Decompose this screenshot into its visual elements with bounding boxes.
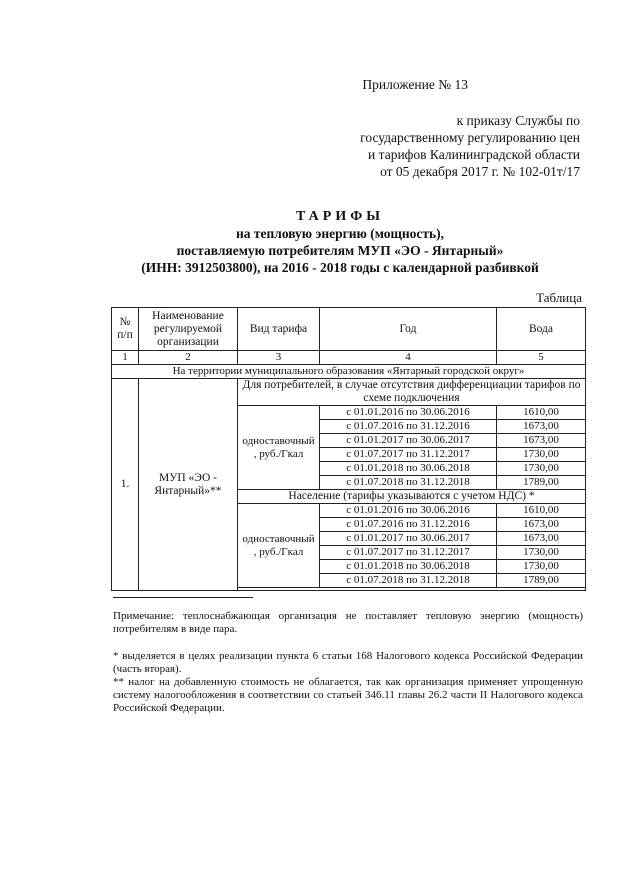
period-cell: с 01.07.2017 по 31.12.2017 — [320, 448, 497, 462]
title-line-3: (ИНН: 3912503800), на 2016 - 2018 годы с календарной разбивкой — [141, 260, 539, 275]
note-vat: * выделяется в целях реализации пункта 6 статьи 168 Налогового кодекса Российской Федерации (часть вторая). — [113, 650, 583, 675]
group-label-row — [112, 379, 586, 406]
value-cell: 1730,00 — [497, 448, 586, 462]
period-cell: с 01.07.2018 по 31.12.2018 — [320, 574, 497, 588]
order-line: к приказу Службы по — [456, 113, 580, 128]
value-cell: 1610,00 — [497, 406, 586, 420]
header-org: Наименование регулируемой организации — [139, 308, 238, 351]
value-cell: 1730,00 — [497, 546, 586, 560]
tariff-table — [111, 307, 586, 591]
note-remark: Примечание: теплоснабжающая организация не поставляет тепловую энергию (мощность) потребителям в виде пара. — [113, 610, 583, 635]
group-label: Население (тарифы указываются с учетом НДС) * — [238, 490, 586, 504]
row-number: 1. — [112, 379, 139, 591]
value-cell: 1673,00 — [497, 518, 586, 532]
table-spacer — [238, 588, 586, 591]
title-line-2: поставляемую потребителям МУП «ЭО - Янтарный» — [176, 243, 504, 258]
col-number: 5 — [497, 351, 586, 365]
value-cell: 1730,00 — [497, 462, 586, 476]
order-line: от 05 декабря 2017 г. № 102-01т/17 — [380, 164, 580, 179]
territory-label: На территории муниципального образования «Янтарный городской округ» — [112, 365, 586, 379]
period-cell: с 01.01.2017 по 30.06.2017 — [320, 434, 497, 448]
value-cell: 1673,00 — [497, 532, 586, 546]
col-number: 3 — [238, 351, 320, 365]
period-cell: с 01.01.2017 по 30.06.2017 — [320, 532, 497, 546]
value-cell: 1673,00 — [497, 434, 586, 448]
organization-name: МУП «ЭО - Янтарный»** — [139, 379, 238, 591]
table-caption: Таблица — [536, 290, 582, 305]
value-cell: 1610,00 — [497, 504, 586, 518]
header-num: № п/п — [112, 308, 139, 351]
territory-row — [112, 365, 586, 379]
period-cell: с 01.07.2016 по 31.12.2016 — [320, 518, 497, 532]
tariff-type: одноставочный , руб./Гкал — [238, 504, 320, 588]
doc-title: ТАРИФЫ — [296, 209, 384, 224]
period-cell: с 01.07.2016 по 31.12.2016 — [320, 420, 497, 434]
order-line: и тарифов Калининградской области — [368, 147, 580, 162]
period-cell: с 01.07.2017 по 31.12.2017 — [320, 546, 497, 560]
col-number: 4 — [320, 351, 497, 365]
table-header-row — [112, 308, 586, 351]
order-reference — [250, 112, 580, 180]
header-water: Вода — [497, 308, 586, 351]
group-label: Для потребителей, в случае отсутствия дифференциации тарифов по схеме подключения — [238, 379, 586, 406]
note-tax-exempt: ** налог на добавленную стоимость не облагается, так как организация применяет упрощенную систему налогообложения в соответствии со статьей 346.11 главы 26.2 части II Налогового кодекса Российской Федерации. — [113, 676, 583, 714]
period-cell: с 01.07.2018 по 31.12.2018 — [320, 476, 497, 490]
footnote-divider — [113, 597, 253, 598]
header-type: Вид тарифа — [238, 308, 320, 351]
value-cell: 1673,00 — [497, 420, 586, 434]
col-number: 2 — [139, 351, 238, 365]
header-year: Год — [320, 308, 497, 351]
period-cell: с 01.01.2018 по 30.06.2018 — [320, 560, 497, 574]
title-line-1: на тепловую энергию (мощность), — [235, 226, 445, 241]
order-line: государственному регулированию цен — [360, 130, 580, 145]
period-cell: с 01.01.2018 по 30.06.2018 — [320, 462, 497, 476]
tariff-type: одноставочный , руб./Гкал — [238, 406, 320, 490]
period-cell: с 01.01.2016 по 30.06.2016 — [320, 406, 497, 420]
column-numbers-row — [112, 351, 586, 365]
period-cell: с 01.01.2016 по 30.06.2016 — [320, 504, 497, 518]
value-cell: 1789,00 — [497, 574, 586, 588]
appendix-number: Приложение № 13 — [362, 77, 468, 92]
value-cell: 1730,00 — [497, 560, 586, 574]
col-number: 1 — [112, 351, 139, 365]
value-cell: 1789,00 — [497, 476, 586, 490]
